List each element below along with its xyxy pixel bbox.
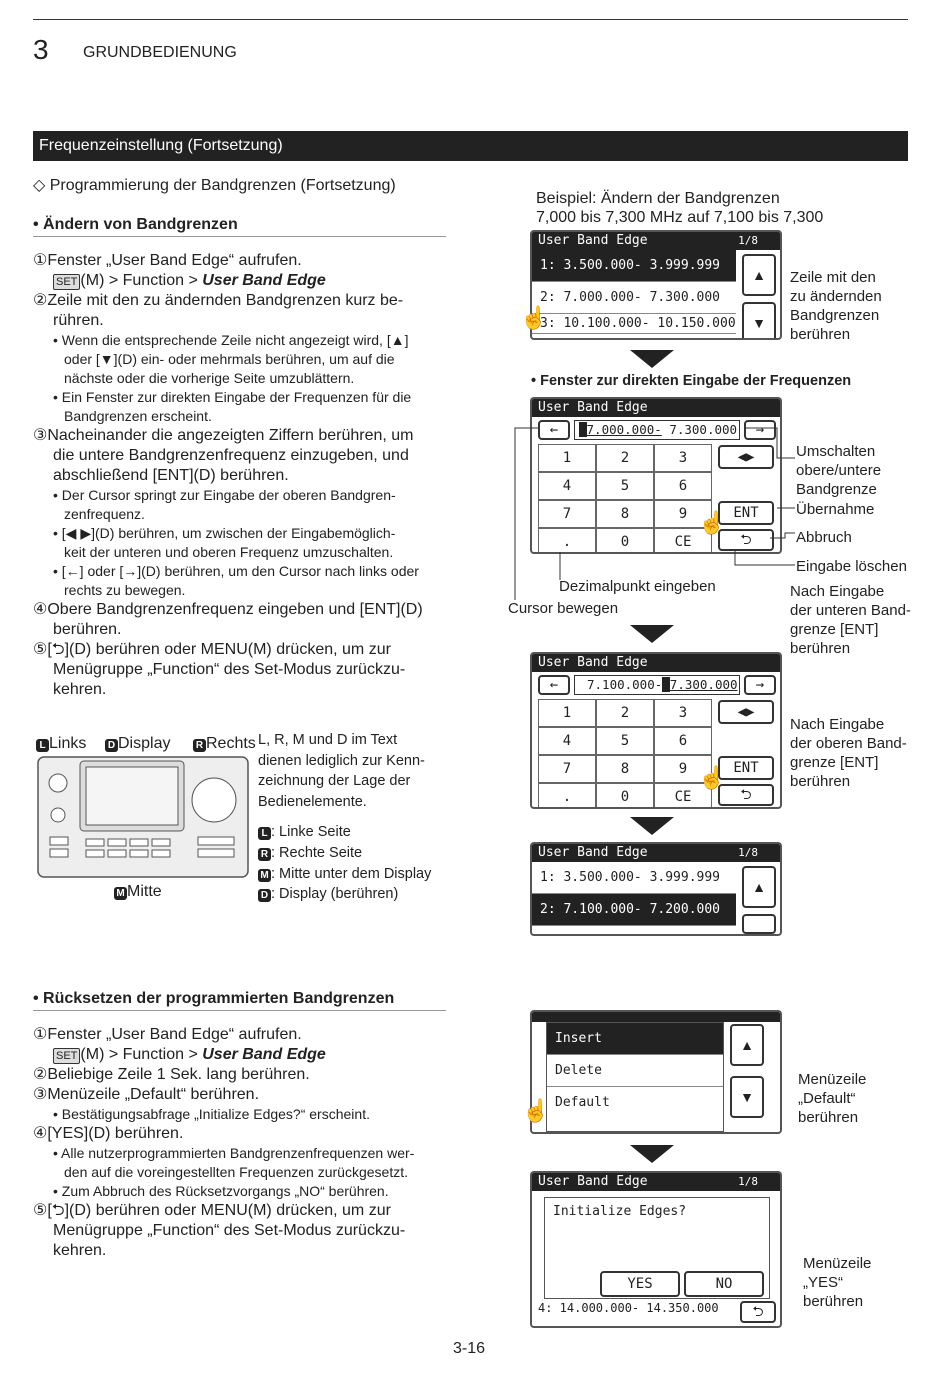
al2: der unteren Band- xyxy=(790,602,911,619)
back-button-3[interactable]: ⮌ xyxy=(740,1301,776,1323)
band-row-2b[interactable]: 2: 7.100.000- 7.200.000 xyxy=(532,894,736,926)
step2b: rühren. xyxy=(53,312,104,329)
screen-title xyxy=(532,232,780,250)
menu-delete[interactable]: Delete xyxy=(547,1055,723,1087)
freq-high: 7.300.000 xyxy=(669,422,738,437)
screen-title-text: User Band Edge xyxy=(538,233,648,248)
key-dot[interactable]: . xyxy=(538,528,596,554)
band-row-4: 4: 14.000.000- 14.350.000 xyxy=(538,1301,719,1315)
step3: ③Nacheinander die angezeigten Ziffern berühren, um xyxy=(33,427,414,444)
key-7[interactable]: 7 xyxy=(538,500,596,528)
ah1: Nach Eingabe xyxy=(790,716,885,733)
keypad-2 xyxy=(538,699,712,809)
section-banner: Frequenzeinstellung (Fortsetzung) xyxy=(33,131,908,161)
annotation-abort: Abbruch xyxy=(796,529,852,546)
ann1c: Bandgrenzen xyxy=(790,307,880,324)
page-indicator-2: 1/8 xyxy=(738,846,758,859)
chapter-number: 3 xyxy=(33,34,49,65)
bullet2b: Bandgrenzen erscheint. xyxy=(64,408,212,424)
yes-button[interactable]: YES xyxy=(600,1271,680,1297)
key-4[interactable]: 4 xyxy=(538,472,596,500)
page-down-button-2[interactable] xyxy=(742,914,776,934)
step4: ④Obere Bandgrenzenfrequenz eingeben und [ENT](D) xyxy=(33,601,423,618)
ah2: der oberen Band- xyxy=(790,735,907,752)
ent-button-2[interactable]: ENT xyxy=(718,756,774,780)
section2-steps xyxy=(33,1025,448,1261)
reset-step1-path-text: (M) > Function > xyxy=(80,1046,203,1063)
touch-hand-icon-4: ☝ xyxy=(522,1098,550,1123)
screen-title-6 xyxy=(532,1173,780,1191)
legend-display: D Display xyxy=(105,735,170,753)
legend-rechts: R Rechts xyxy=(193,735,256,753)
cursor-left-button-2[interactable]: ← xyxy=(538,675,570,695)
legend-links-text: Links xyxy=(49,735,87,752)
reset-step4: ④[YES](D) berühren. xyxy=(33,1125,184,1142)
screen-title-3-text: User Band Edge xyxy=(538,655,648,670)
key-3[interactable]: 3 xyxy=(654,699,712,727)
flow-arrow-1 xyxy=(630,350,674,368)
page-indicator-3: 1/8 xyxy=(738,1175,758,1188)
key-2[interactable]: 2 xyxy=(596,444,654,472)
reset-step1: ①Fenster „User Band Edge“ aufrufen. xyxy=(33,1026,302,1043)
back-button[interactable]: ⮌ xyxy=(718,529,774,551)
bullet4: • [◀ ▶](D) berühren, um zwischen der Eingabemöglich- xyxy=(53,525,396,541)
back-button-2[interactable]: ⮌ xyxy=(718,784,774,806)
key-5[interactable]: 5 xyxy=(596,472,654,500)
example-caption xyxy=(536,189,823,227)
legend-links: L Links xyxy=(36,735,86,753)
key-dot[interactable]: . xyxy=(538,783,596,809)
confirm-screen xyxy=(530,1171,782,1328)
annotation-switch xyxy=(796,442,881,499)
ann-switch2: obere/untere xyxy=(796,462,882,479)
screen-title-2-text: User Band Edge xyxy=(538,400,648,415)
page-up-button[interactable]: ▲ xyxy=(742,254,776,296)
flow-arrow-4 xyxy=(630,1145,674,1163)
no-button[interactable]: NO xyxy=(684,1271,764,1297)
legend-d-text: : Display (berühren) xyxy=(271,886,399,903)
key-ce[interactable]: CE xyxy=(654,783,712,809)
step4b: berühren. xyxy=(53,621,122,638)
reset-bullet2: • Alle nutzerprogrammierten Bandgrenzenfrequenzen wer- xyxy=(53,1145,415,1161)
example-line1: Beispiel: Ändern der Bandgrenzen xyxy=(536,190,780,207)
confirm-text: Initialize Edges? xyxy=(553,1204,687,1219)
ah4: berühren xyxy=(790,773,851,790)
annotation-cursor: Cursor bewegen xyxy=(508,600,619,617)
key-1[interactable]: 1 xyxy=(538,444,596,472)
flow-arrow-3 xyxy=(630,817,674,835)
key-ce[interactable]: CE xyxy=(654,528,712,554)
menu-insert[interactable]: Insert xyxy=(547,1023,723,1055)
section2-rule xyxy=(33,1010,446,1011)
ann1: Zeile mit den xyxy=(790,269,876,286)
set-key-icon: SET xyxy=(53,1048,80,1064)
step1-path-emph: User Band Edge xyxy=(202,272,326,289)
bullet1b: oder [▼](D) ein- oder mehrmals berühren, um auf die xyxy=(64,351,395,367)
annotation-yes xyxy=(803,1254,871,1311)
page-down-button[interactable]: ▼ xyxy=(742,302,776,340)
legend-keys xyxy=(258,822,431,905)
key-6[interactable]: 6 xyxy=(654,727,712,755)
popup-menu xyxy=(546,1022,724,1132)
radio-illustration xyxy=(36,755,251,880)
legend-note-line3: zeichnung der Lage der xyxy=(258,773,411,789)
screen-title-4 xyxy=(532,844,780,862)
al1: Nach Eingabe xyxy=(790,583,885,600)
screen-title-3 xyxy=(532,654,780,672)
ann1b: zu ändernden xyxy=(790,288,882,305)
band-edge-screen-2 xyxy=(530,842,782,936)
freq-low: 7.000.000- xyxy=(586,422,662,437)
annotation-default xyxy=(798,1070,866,1127)
key-0[interactable]: 0 xyxy=(596,783,654,809)
freq-display: |7.000.000- 7.300.000 xyxy=(574,420,740,440)
band-row-3[interactable]: 3: 10.100.000- 10.150.000 xyxy=(532,314,736,334)
step1-path-text: (M) > Function > xyxy=(80,272,203,289)
switch-edge-button-2[interactable]: ◀▶ xyxy=(718,700,774,724)
menu-down-button[interactable]: ▼ xyxy=(730,1076,764,1118)
annotation-clear: Eingabe löschen xyxy=(796,558,907,575)
key-9[interactable]: 9 xyxy=(654,755,712,783)
cursor-right-button[interactable]: → xyxy=(744,420,776,440)
step3b: die untere Bandgrenzenfrequenz einzugeben, und xyxy=(53,447,409,464)
legend-note-line4: Bedienelemente. xyxy=(258,793,367,810)
touch-hand-icon-3: ☝ xyxy=(698,765,726,790)
ad1: Menüzeile xyxy=(798,1071,867,1088)
touch-hand-icon-2: ☝ xyxy=(698,510,726,535)
annotation-after-high xyxy=(790,715,907,791)
legend-l: L : Linke Seite xyxy=(258,822,431,843)
legend-mitte: M Mitte xyxy=(114,883,162,901)
legend-r-text: : Rechte Seite xyxy=(271,844,363,861)
screen-title-6-text: User Band Edge xyxy=(538,1174,648,1189)
key-2[interactable]: 2 xyxy=(596,699,654,727)
menu-default[interactable]: Default xyxy=(555,1095,610,1110)
key-8[interactable]: 8 xyxy=(596,500,654,528)
key-9[interactable]: 9 xyxy=(654,500,712,528)
reset-step1-path xyxy=(33,1045,448,1065)
bullet5: • [←] oder [→](D) berühren, um den Cursor nach links oder xyxy=(53,563,419,579)
page-up-button-2[interactable]: ▲ xyxy=(742,866,776,908)
step5: ⑤[⮌](D) berühren oder MENU(M) drücken, um zur xyxy=(33,641,391,658)
annotation-row-touch xyxy=(790,268,882,344)
step5c: kehren. xyxy=(53,681,107,698)
menu-up-button[interactable]: ▲ xyxy=(730,1024,764,1066)
freq-low-2: 7.100.000- xyxy=(587,677,663,692)
band-edge-screen-1 xyxy=(530,230,782,340)
legend-note xyxy=(258,730,448,812)
reset-bullet1: • Bestätigungsabfrage „Initialize Edges?“ erscheint. xyxy=(53,1106,370,1122)
reset-bullet3: • Zum Abbruch des Rücksetzvorgangs „NO“ berühren. xyxy=(53,1183,389,1199)
legend-l-text: : Linke Seite xyxy=(271,824,351,840)
step3c: abschließend [ENT](D) berühren. xyxy=(53,467,289,484)
annotation-after-low xyxy=(790,582,911,658)
step1-path xyxy=(33,271,448,291)
flow-arrow-2 xyxy=(630,625,674,643)
chapter-title: GRUNDBEDIENUNG xyxy=(83,44,237,61)
key-5[interactable]: 5 xyxy=(596,727,654,755)
page-number: 3-16 xyxy=(453,1340,486,1357)
section1-rule xyxy=(33,236,446,237)
legend-rechts-text: Rechts xyxy=(206,735,256,752)
ann-switch3: Bandgrenze xyxy=(796,481,877,498)
freq-entry-screen-2 xyxy=(530,652,782,809)
bullet4b: keit der unteren und oberen Frequenz umzuschalten. xyxy=(64,544,394,560)
step1: ①Fenster „User Band Edge“ aufrufen. xyxy=(33,252,302,269)
ad2: „Default“ xyxy=(798,1090,856,1107)
set-key-icon: SET xyxy=(53,274,80,290)
band-row-1[interactable]: 1: 3.500.000- 3.999.999 xyxy=(532,250,736,282)
ay2: „YES“ xyxy=(803,1274,844,1291)
legend-d: D : Display (berühren) xyxy=(258,884,431,905)
reset-step5b: Menügruppe „Function“ des Set-Modus zurückzu- xyxy=(53,1222,406,1239)
bullet3b: zenfrequenz. xyxy=(64,506,145,522)
screen-title-4-text: User Band Edge xyxy=(538,845,648,860)
legend-m-text: : Mitte unter dem Display xyxy=(271,865,432,882)
example-line2: 7,000 bis 7,300 MHz auf 7,100 bis 7,300 xyxy=(536,209,824,226)
switch-edge-button[interactable]: ◀▶ xyxy=(718,445,774,469)
reset-step5c: kehren. xyxy=(53,1242,107,1259)
key-1[interactable]: 1 xyxy=(538,699,596,727)
cursor-left-button[interactable]: ← xyxy=(538,420,570,440)
bullet2: • Ein Fenster zur direkten Eingabe der Frequenzen für die xyxy=(53,389,412,405)
screen-title-2 xyxy=(532,399,780,417)
bullet3: • Der Cursor springt zur Eingabe der oberen Bandgren- xyxy=(53,487,396,503)
menu-titlebar xyxy=(532,1012,780,1022)
legend-note-line1: L, R, M und D im Text xyxy=(258,732,398,748)
context-menu-screen xyxy=(530,1010,782,1134)
band-row-2[interactable]: 2: 7.000.000- 7.300.000 xyxy=(532,282,736,314)
reset-step2: ②Beliebige Zeile 1 Sek. lang berühren. xyxy=(33,1066,310,1083)
bullet1: • Wenn die entsprechende Zeile nicht angezeigt wird, [▲] xyxy=(53,332,409,348)
page-indicator: 1/8 xyxy=(738,234,758,247)
key-4[interactable]: 4 xyxy=(538,727,596,755)
key-7[interactable]: 7 xyxy=(538,755,596,783)
legend-m: M : Mitte unter dem Display xyxy=(258,864,431,885)
top-rule xyxy=(33,19,908,20)
reset-step3: ③Menüzeile „Default“ berühren. xyxy=(33,1086,260,1103)
reset-step1-path-emph: User Band Edge xyxy=(202,1046,326,1063)
bullet1c: nächste oder die vorherige Seite umzublättern. xyxy=(64,370,355,386)
key-8[interactable]: 8 xyxy=(596,755,654,783)
subheading: ◇ Programmierung der Bandgrenzen (Fortsetzung) xyxy=(33,177,396,194)
legend-display-text: Display xyxy=(118,735,171,752)
ay1: Menüzeile xyxy=(803,1255,872,1272)
direct-entry-title: • Fenster zur direkten Eingabe der Frequenzen xyxy=(531,373,852,389)
ah3: grenze [ENT] xyxy=(790,754,879,771)
step2: ②Zeile mit den zu ändernden Bandgrenzen kurz be- xyxy=(33,292,404,309)
al3: grenze [ENT] xyxy=(790,621,879,638)
annotation-take: Übernahme xyxy=(796,501,875,518)
section1-title: • Ändern von Bandgrenzen xyxy=(33,216,238,233)
ad3: berühren xyxy=(798,1109,859,1126)
cursor-right-button-2[interactable]: → xyxy=(744,675,776,695)
touch-hand-icon: ☝ xyxy=(520,305,548,330)
key-0[interactable]: 0 xyxy=(596,528,654,554)
band-row-1b[interactable]: 1: 3.500.000- 3.999.999 xyxy=(532,862,736,894)
freq-high-2: 7.300.000 xyxy=(669,677,738,692)
ay3: berühren xyxy=(803,1293,864,1310)
ann1d: berühren xyxy=(790,326,851,343)
reset-step5: ⑤[⮌](D) berühren oder MENU(M) drücken, um zur xyxy=(33,1202,391,1219)
legend-mitte-text: Mitte xyxy=(127,883,162,900)
section1-steps xyxy=(33,251,448,700)
reset-bullet2b: den auf die voreingestellten Frequenzen zurückgesetzt. xyxy=(64,1164,408,1180)
al4: berühren xyxy=(790,640,851,657)
section2-title: • Rücksetzen der programmierten Bandgrenzen xyxy=(33,990,395,1007)
step5b: Menügruppe „Function“ des Set-Modus zurückzu- xyxy=(53,661,406,678)
ann-switch1: Umschalten xyxy=(796,443,876,460)
legend-r: R : Rechte Seite xyxy=(258,843,431,864)
bullet5b: rechts zu bewegen. xyxy=(64,582,186,598)
freq-display-2: 7.100.000-|7.300.000 xyxy=(574,675,740,695)
annotation-decimal: Dezimalpunkt eingeben xyxy=(559,578,716,595)
legend-note-line2: dienen lediglich zur Kenn- xyxy=(258,752,425,769)
key-3[interactable]: 3 xyxy=(654,444,712,472)
ent-button[interactable]: ENT xyxy=(718,501,774,525)
key-6[interactable]: 6 xyxy=(654,472,712,500)
